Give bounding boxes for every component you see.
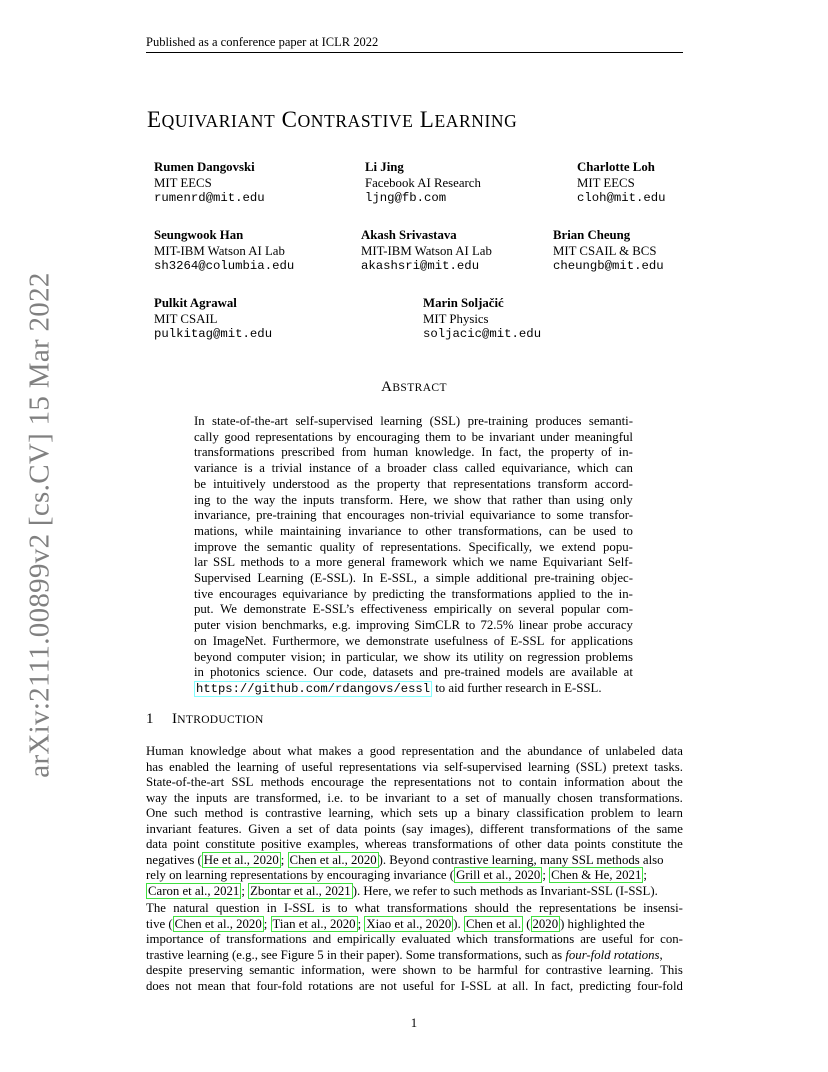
author-affiliation: MIT-IBM Watson AI Lab (361, 243, 492, 258)
author-affiliation: Facebook AI Research (365, 175, 481, 190)
abstract-line: be intuitively understood as the property that representations transform accord- (194, 476, 633, 491)
abstract-line: cally good representations by encouraging them to be invariant under meaningful (194, 429, 633, 444)
citation-link[interactable]: Caron et al., 2021 (148, 883, 240, 898)
running-header: Published as a conference paper at ICLR 2022 (146, 35, 379, 49)
author-name: Pulkit Agrawal (154, 296, 237, 310)
abstract-line: puter vision benchmarks, e.g. improving SimCLR to 72.5% linear probe accuracy (194, 618, 633, 633)
author-email: cheungb@mit.edu (553, 259, 664, 273)
citation-link[interactable]: Chen et al. (465, 916, 522, 931)
author-affiliation: MIT Physics (423, 311, 489, 326)
body-line: negatives ( He et al., 2020 ; Chen et al., 2020 ). Beyond contrastive learning, many SSL methods also (146, 852, 664, 867)
abstract-heading: ABSTRACT (381, 379, 447, 395)
section-number: 1 (146, 711, 154, 727)
abstract-line: mations, while maintaining invariance to other transformations, can be used to (194, 523, 633, 538)
author-block (365, 160, 481, 207)
author-email: ljng@fb.com (365, 191, 447, 205)
arxiv-stamp-text: arXiv:2111.00899v2 [cs.CV] 15 Mar 2022 (23, 272, 56, 778)
paper-title: EQUIVARIANT CONTRASTIVE LEARNING (147, 107, 518, 132)
author-block (154, 296, 272, 343)
author-email: soljacic@mit.edu (423, 327, 542, 341)
abstract-line: Supervised Learning (E-SSL). In E-SSL, a simple additional pre-training objec- (194, 571, 633, 585)
abstract-line: transformations prescribed from human knowledge. In fact, the property of in- (194, 445, 633, 460)
author-name: Seungwook Han (154, 228, 244, 242)
citation-link[interactable]: Xiao et al., 2020 (366, 916, 452, 931)
author-email: rumenrd@mit.edu (154, 191, 265, 205)
repo-link[interactable]: https://github.com/rdangovs/essl (196, 681, 431, 696)
body-line: way the inputs are transformed, i.e. to be invariant to a set of manually chosen transformations. (146, 790, 683, 805)
author-block (154, 228, 294, 275)
citation-link[interactable]: Chen et al., 2020 (289, 852, 377, 867)
abstract-line: improve the semantic quality of representations. Specifically, we extend popu- (194, 539, 633, 554)
author-name: Charlotte Loh (577, 160, 655, 174)
author-email: cloh@mit.edu (577, 191, 666, 205)
header-rule (146, 52, 683, 53)
author-affiliation: MIT CSAIL (154, 311, 218, 326)
citation-link[interactable]: 2020 (532, 916, 559, 931)
author-email: sh3264@columbia.edu (154, 259, 295, 273)
body-line: Caron et al., 2021 ; Zbontar et al., 2021 ). Here, we refer to such methods as Invariant-SSL (I-SSL). (148, 883, 658, 898)
section-title: INTRODUCTION (172, 711, 264, 727)
abstract-line: on ImageNet. Furthermore, we demonstrate usefulness of E-SSL for applications (194, 633, 633, 648)
author-block (361, 228, 492, 275)
body-line: trastive learning (e.g., see Figure 5 in their paper). Some transformations, such as four-fold rotations, (146, 947, 663, 962)
author-affiliation: MIT CSAIL & BCS (553, 243, 657, 258)
page-number: 1 (410, 1016, 418, 1030)
author-name: Li Jing (365, 160, 404, 174)
author-name: Rumen Dangovski (154, 160, 255, 174)
author-name: Akash Srivastava (361, 228, 457, 242)
citation-link[interactable]: Tian et al., 2020 (272, 916, 356, 931)
author-email: pulkitag@mit.edu (154, 327, 273, 341)
abstract-line: in photonics science. Our code, datasets and pre-trained models are available at (194, 665, 633, 680)
author-affiliation: MIT-IBM Watson AI Lab (154, 243, 285, 258)
author-affiliation: MIT EECS (154, 175, 212, 190)
abstract-line: https://github.com/rdangovs/essl to aid further research in E-SSL. (196, 680, 602, 696)
body-line: Human knowledge about what makes a good representation and the abundance of unlabeled data (146, 744, 683, 758)
body-line: rely on learning representations by encouraging invariance ( Grill et al., 2020 ; Chen & He, 2021 ; (146, 868, 647, 882)
author-block (154, 160, 265, 207)
emphasis-text: four-fold rotations (565, 947, 660, 962)
body-line: does not mean that four-fold rotations are not useful for I-SSL at all. In fact, predicting four-fold (146, 978, 683, 993)
author-affiliation: MIT EECS (577, 175, 635, 190)
body-line: The natural question in I-SSL is to what transformations should the representations be insensi- (146, 901, 683, 915)
body-line: data point constitute positive examples, whereas transformations of other data points constitute the (146, 837, 683, 851)
citation-link[interactable]: He et al., 2020 (203, 852, 279, 867)
citation-link[interactable]: Chen et al., 2020 (174, 916, 262, 931)
author-email: akashsri@mit.edu (361, 259, 480, 273)
abstract-line: lar SSL methods to a more general framework which we name Equivariant Self- (194, 555, 633, 570)
author-block (553, 228, 664, 275)
citation-link[interactable]: Zbontar et al., 2021 (250, 883, 351, 898)
author-block (577, 160, 666, 207)
abstract-line: beyond computer vision; in particular, we show its utility on regression problems (194, 649, 633, 664)
citation-link[interactable]: Chen & He, 2021 (551, 868, 642, 882)
abstract-line: ing to the way the inputs transform. Here, we show that rather than using only (194, 492, 633, 507)
abstract-line: In state-of-the-art self-supervised learning (SSL) pre-training produces semanti- (194, 414, 633, 428)
body-line: One such method is contrastive learning, which sets up a binary classification problem to learn (146, 806, 683, 820)
body-line: State-of-the-art SSL methods encourage the representations not to contain information about the (146, 775, 683, 789)
author-name: Marin Soljačić (423, 296, 504, 310)
section-heading (146, 711, 264, 728)
abstract-line: variance is a trivial instance of a broader class called equivariance, which can (194, 461, 633, 476)
body-line: has enabled the learning of useful representations via self-supervised learning (SSL) pretext tasks. (146, 759, 683, 774)
abstract-line: invariance, pre-training that encourages non-trivial equivariance to some transfor- (194, 508, 633, 523)
abstract-line: put. We demonstrate E-SSL’s effectiveness empirically on several popular com- (194, 602, 633, 617)
citation-link[interactable]: Grill et al., 2020 (456, 868, 541, 882)
body-line: despite preserving semantic information, were shown to be harmful for contrastive learning. This (146, 963, 683, 977)
abstract-line: tive encourages equivariance by predicting the transformations applied to the in- (194, 586, 633, 601)
body-line: tive ( Chen et al., 2020 ; Tian et al., 2020 ; Xiao et al., 2020 ). Chen et al. ( 2020 ) highlighted the (146, 916, 645, 931)
body-line: importance of transformations and empirically evaluated which transformations are useful for con- (146, 932, 683, 946)
author-block (423, 296, 541, 343)
author-name: Brian Cheung (553, 228, 631, 242)
body-line: invariant features. Given a set of data points (say images), different transformations of the same (146, 821, 683, 836)
